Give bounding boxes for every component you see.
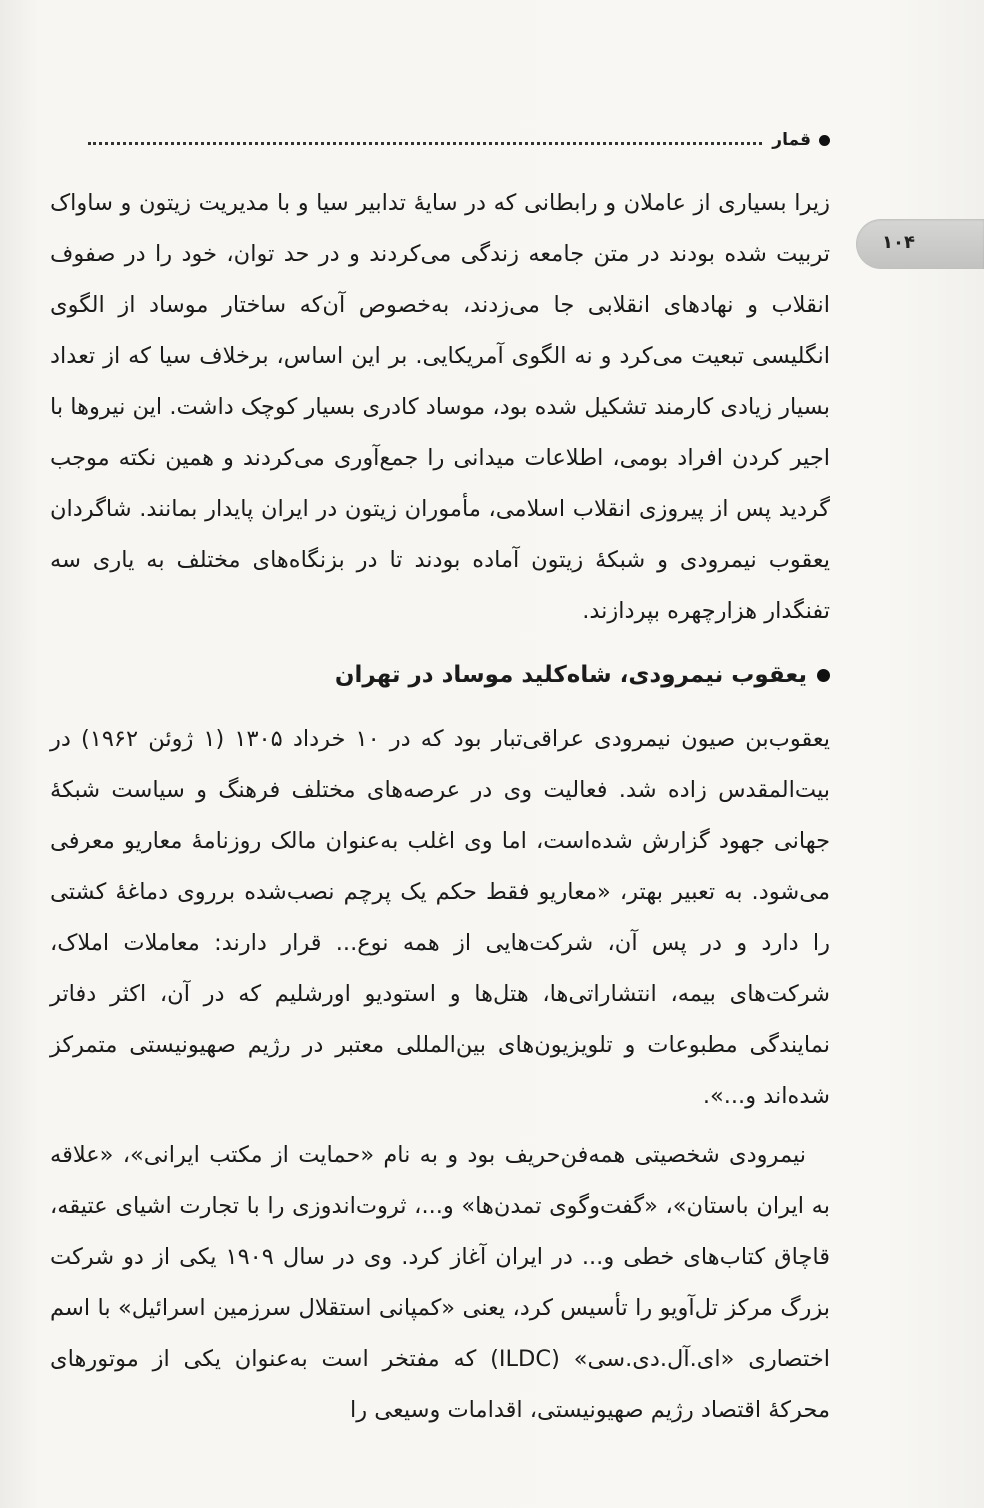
page-number: ۱۰۴ xyxy=(882,232,915,253)
paragraph-2: یعقوب‌بن صیون نیمرودی عراقی‌تبار بود که در ۱۰ خرداد ۱۳۰۵ (۱ ژوئن ۱۹۶۲) در بیت‌المقدس زاده شد. فعالیت وی در عرصه‌های مختلف فرهنگ و سیاست شبکهٔ جهانی جهود گزارش شده‌است، اما وی اغلب به‌عنوان مالک روزنامهٔ معاریو معرفی می‌شود. به تعبیر بهتر، «معاریو فقط حکم یک پرچم نصب‌شده برروی دماغهٔ کشتی را دارد و در پس آن، شرکت‌هایی از همه نوع... قرار دارند: معاملات املاک، شرکت‌های بیمه، انتشاراتی‌ها، هتل‌ها و استودیو اورشلیم که در آن، اکثر دفاتر نمایندگی مطبوعات و تلویزیون‌های بین‌المللی معتبر در رژیم صهیونیستی متمرکز شده‌اند و...». xyxy=(50,726,830,1109)
page-number-tab xyxy=(856,219,984,269)
header-bullet-icon xyxy=(819,135,830,146)
running-title: قمار xyxy=(772,130,811,150)
running-header xyxy=(88,126,830,154)
header-dotted-rule xyxy=(88,142,762,145)
heading-bullet-icon xyxy=(817,669,830,682)
section-heading xyxy=(50,650,830,700)
paragraph-3: نیمرودی شخصیتی همه‌فن‌حریف بود و به نام «حمایت از مکتب ایرانی»، «علاقه به ایران باستان»، «گفت‌وگوی تمدن‌ها» و...، ثروت‌اندوزی را با تجارت اشیای عتیقه، قاچاق کتاب‌های خطی و... در ایران آغاز کرد. وی در سال ۱۹۰۹ یکی از دو شرکت بزرگ مرکز تل‌آویو را تأسیس کرد، یعنی «کمپانی استقلال سرزمین اسرائیل» با اسم اختصاری «ای.آل.دی.سی» (ILDC) که مفتخر است به‌عنوان یکی از موتورهای محرکهٔ اقتصاد رژیم صهیونیستی، اقدامات وسیعی را xyxy=(50,1142,831,1423)
section-heading-text: یعقوب نیمرودی، شاه‌کلید موساد در تهران xyxy=(334,662,807,688)
paragraph-1: زیرا بسیاری از عاملان و رابطانی که در سایهٔ تدابیر سیا و با مدیریت زیتون و ساواک تربیت شده بودند در متن جامعه زندگی می‌کردند و در حد توان، خود را در صفوف انقلاب و نهادهای انقلابی جا می‌زدند، به‌خصوص آن‌که ساختار موساد از الگوی انگلیسی تبعیت می‌کرد و نه الگوی آمریکایی. بر این اساس، برخلاف سیا که از تعداد بسیار زیادی کارمند تشکیل شده بود، موساد کادری بسیار کوچک داشت. این نیروها با اجیر کردن افراد بومی، اطلاعات میدانی را جمع‌آوری می‌کردند و همین نکته موجب گردید پس از پیروزی انقلاب اسلامی، مأموران زیتون در ایران پایدار بمانند. شاگردان یعقوب نیمرودی و شبکهٔ زیتون آماده بودند تا در بزنگاه‌های مختلف به یاری سه تفنگدار هزارچهره بپردازند. xyxy=(50,190,830,624)
